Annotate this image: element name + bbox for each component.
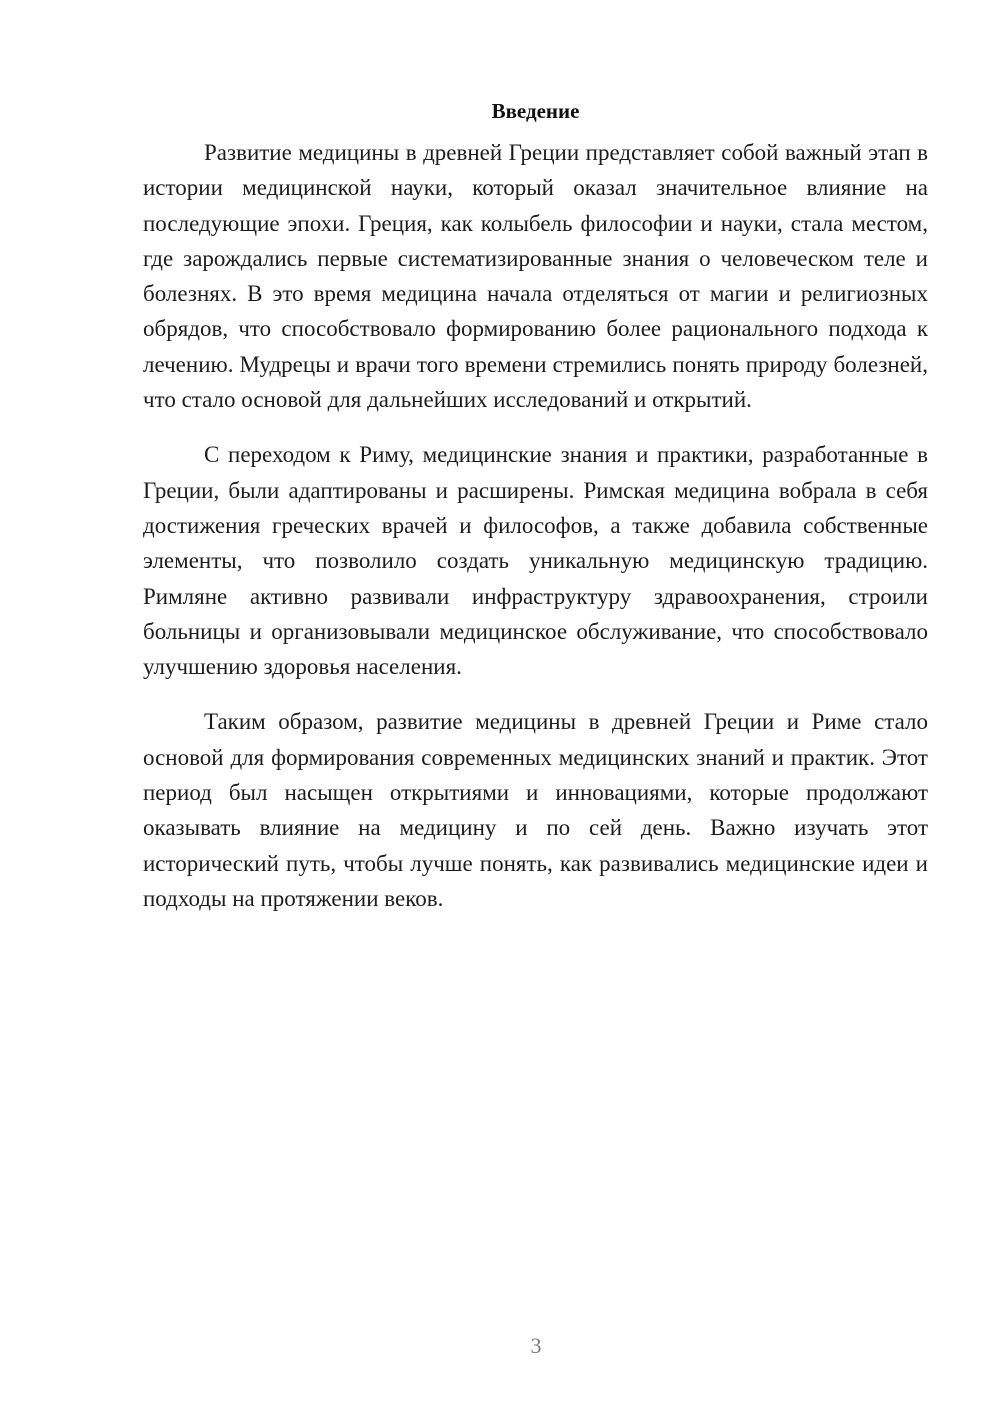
paragraph-greece: Развитие медицины в древней Греции представляет собой важный этап в истории медицинской науки, который оказал значительное влияние на последующие эпохи. Греция, как колыбель философии и науки, стала местом, где зарождались первые систематизированные знания о человеческом теле и болезнях. В это время медицина начала отделяться от магии и религиозных обрядов, что способствовало формированию более рационального подхода к лечению. Мудрецы и врачи того времени стремились понять природу болезней, что стало основой для дальнейших исследований и открытий. <box>143 140 928 413</box>
section-title: Введение <box>491 99 580 123</box>
paragraph-conclusion: Таким образом, развитие медицины в древней Греции и Риме стало основой для формирования современных медицинских знаний и практик. Этот период был насыщен открытиями и инновациями, которые продолжают оказывать влияние на медицину и по сей день. Важно изучать этот исторический путь, чтобы лучше понять, как развивались медицинские идеи и подходы на протяжении веков. <box>143 709 928 911</box>
page-content <box>143 95 928 916</box>
paragraph-rome: С переходом к Риму, медицинские знания и практики, разработанные в Греции, были адаптированы и расширены. Римская медицина вобрала в себя достижения греческих врачей и философов, а также добавила собственные элементы, что позволило создать уникальную медицинскую традицию. Римляне активно развивали инфраструктуру здравоохранения, строили больницы и организовывали медицинское обслуживание, что способствовало улучшению здоровья населения. <box>143 442 928 680</box>
page-number: 3 <box>530 1333 542 1358</box>
